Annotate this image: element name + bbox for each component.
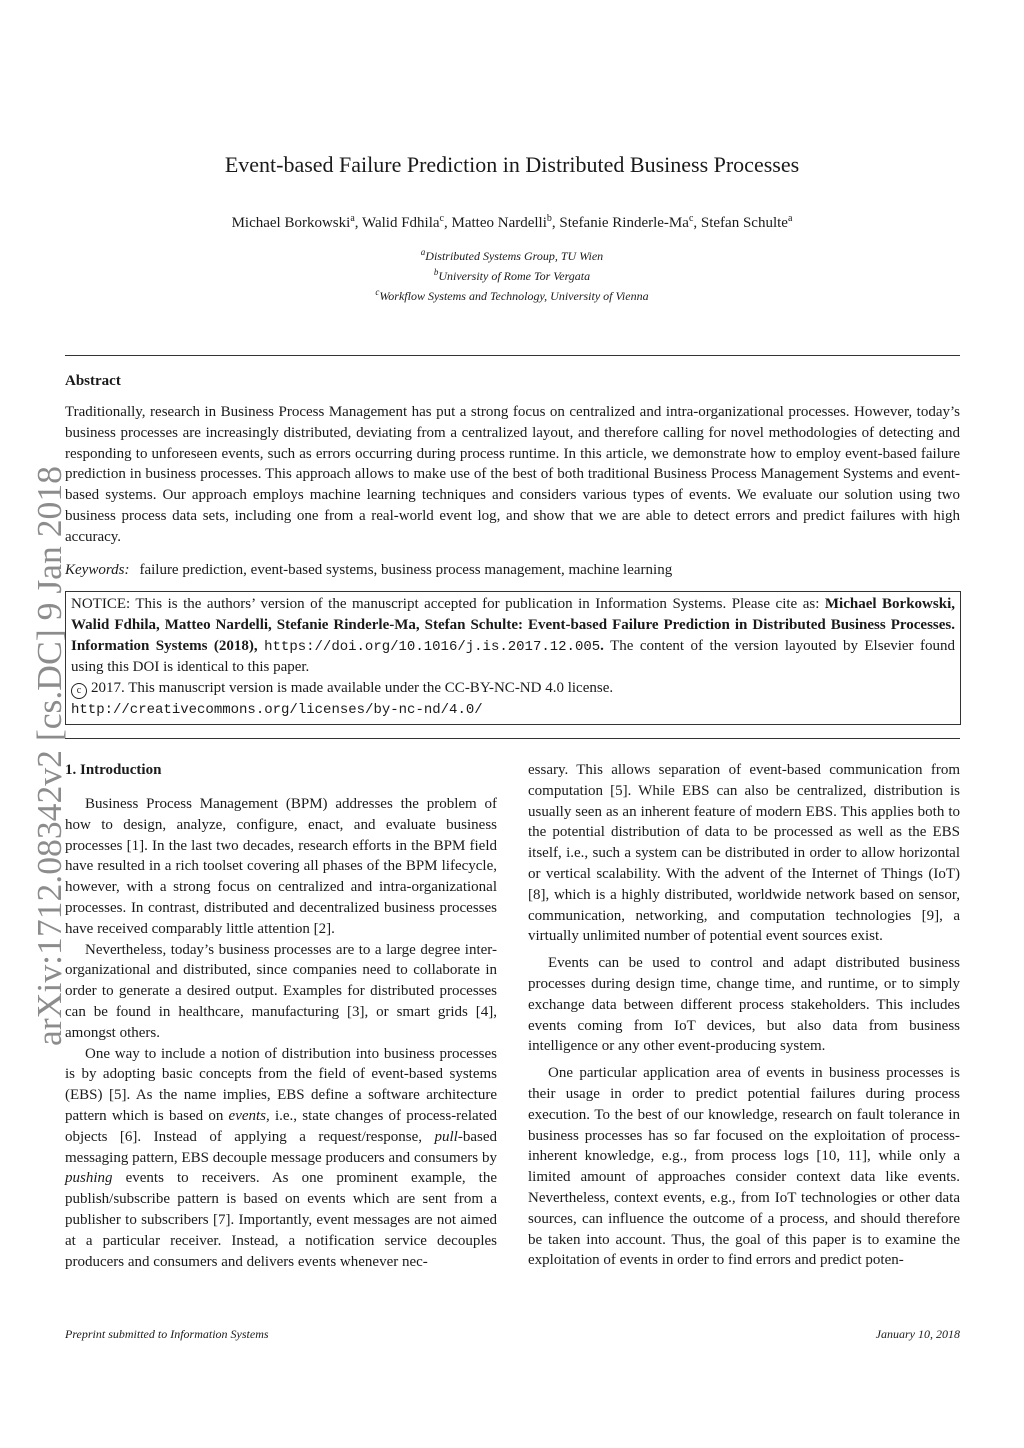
paper-title: Event-based Failure Prediction in Distributed Business Processes (224, 152, 800, 177)
affiliation: $^a$Distributed Systems Group, TU Wien (420, 247, 604, 263)
affiliations (0, 244, 1024, 304)
keywords-label: Keywords: (65, 562, 130, 578)
abstract-heading: Abstract (65, 373, 121, 389)
notice-box (65, 591, 961, 725)
keywords (65, 560, 960, 580)
notice-license: c 2017. This manuscript version is made available under the CC-BY-NC-ND 4.0 license. (71, 678, 955, 699)
author-list (0, 208, 1024, 234)
author: Stefanie Rinderle-Ma$^c$, (559, 213, 701, 231)
doi-link[interactable]: https://doi.org/10.1016/j.is.2017.12.005 (264, 638, 601, 655)
left-column (65, 760, 497, 1272)
affiliation: $^c$Workflow Systems and Technology, University of Vienna (375, 287, 649, 303)
arxiv-stamp-text: arXiv:1712.08342v2 [cs.DC] 9 Jan 2018 (30, 476, 69, 1046)
copyright-icon: c (71, 683, 87, 699)
footer-date: January 10, 2018 (875, 1327, 960, 1341)
paragraph: One particular application area of events in business processes is their usage in order to predict potential failures during process execution. To the best of our knowledge, research on fault tolerance in business processes has so far focused on the exploitation of process-inherent knowledge, e.g., from process logs [10, 11], while only a limited amount of approaches consider context data like events. Nevertheless, context events, e.g., from IoT technologies or other data sources, can influence the outcome of a process, and should therefore be taken into account. Thus, the goal of this paper is to examine the exploitation of events in order to find errors and predict poten- (528, 1065, 960, 1269)
notice-citation: NOTICE: This is the authors’ version of the manuscript accepted for publication in Information Systems. Please cite as: Michael Borkowski, Walid Fdhila, Matteo Nardelli, Stefanie Rinderle-Ma, Stefan Schulte: Event-based Failure Prediction in Distributed Business Processes. Information Systems (2018), https://doi.org/10.1016/j.is.2017.12.005. The content of the version layouted by Elsevier found using this DOI is identical to this paper. (71, 596, 955, 676)
notice-license-url (71, 699, 955, 721)
author: Stefan Schulte$^a$ (700, 213, 793, 231)
right-column (528, 760, 960, 1271)
abstract-text: Traditionally, research in Business Process Management has put a strong focus on centralized and intra-organizational processes. However, today’s business processes are increasingly distributed, deviating from a centralized layout, and therefore calling for novel methodologies of detecting and responding to unforeseen events, such as errors occurring during process runtime. In this article, we demonstrate how to employ event-based failure prediction in business processes. This approach allows to make use of the best of both traditional Business Process Management Systems and event-based systems. Our approach employs machine learning techniques and considers various types of events. We evaluate our solution using two business process data sets, including one from a real-world event log, and show that we are able to detect errors and predict failures with high accuracy. (65, 404, 960, 545)
paragraph: One way to include a notion of distribution into business processes is by adopting basic concepts from the field of event-based systems (EBS) [5]. As the name implies, EBS define a software architecture pattern which is based on events, i.e., state changes of process-related objects [6]. Instead of applying a request/response, pull-based messaging pattern, EBS decouple message producers and consumers by pushing events to receivers. As one prominent example, the publish/subscribe pattern is based on events which are sent from a publisher to subscribers [7]. Importantly, event messages are not aimed at a particular receiver. Instead, a notification service decouples producers and consumers and delivers events whenever nec- (65, 1045, 497, 1270)
paragraph: Events can be used to control and adapt distributed business processes during design time, change time, and runtime, or to simply exchange data between different process stakeholders. This includes events coming from IoT devices, but also data from business intelligence or any other event-producing system. (528, 955, 960, 1055)
author: Walid Fdhila$^c$, (362, 213, 452, 231)
section-heading: 1. Introduction (65, 762, 162, 778)
paragraph: Nevertheless, today’s business processes are to a large degree inter-organizational and distributed, since companies need to collaborate in order to generate a desired output. Examples for distributed processes can be found in healthcare, manufacturing [3], or smart grids [4], amongst others. (65, 941, 497, 1041)
top-rule (65, 355, 960, 356)
author: Michael Borkowski$^a$, (231, 213, 362, 231)
paragraph: Business Process Management (BPM) addresses the problem of how to design, analyze, configure, enact, and evaluate business processes [1]. In the last two decades, research efforts in the BPM field have resulted in a rich toolset covering all phases of the BPM lifecycle, however, with a strong focus on centralized and intra-organizational processes. In contrast, distributed and decentralized business processes have received comparably little attention [2]. (65, 796, 497, 937)
bottom-rule (65, 738, 960, 739)
license-link[interactable]: http://creativecommons.org/licenses/by-nc-nd/4.0/ (71, 702, 483, 719)
footer-preprint: Preprint submitted to Information Systems (65, 1327, 269, 1341)
author: Matteo Nardelli$^b$, (451, 213, 560, 231)
keywords-text: failure prediction, event-based systems, business process management, machine learning (139, 562, 673, 578)
paragraph: essary. This allows separation of event-based communication from computation [5]. While EBS can also be centralized, distribution is usually seen as an inherent feature of modern EBS. This applies both to the potential distribution of data to be processed as well as the EBS itself, i.e., such a system can be distributed in order to allow horizontal or vertical scalability. With the advent of the Internet of Things (IoT) [8], which is a highly distributed, worldwide network based on sensor, communication, networking, and computation technologies [9], a virtually unlimited number of potential event sources exist. (528, 762, 960, 945)
affiliation: $^b$University of Rome Tor Vergata (433, 267, 591, 283)
